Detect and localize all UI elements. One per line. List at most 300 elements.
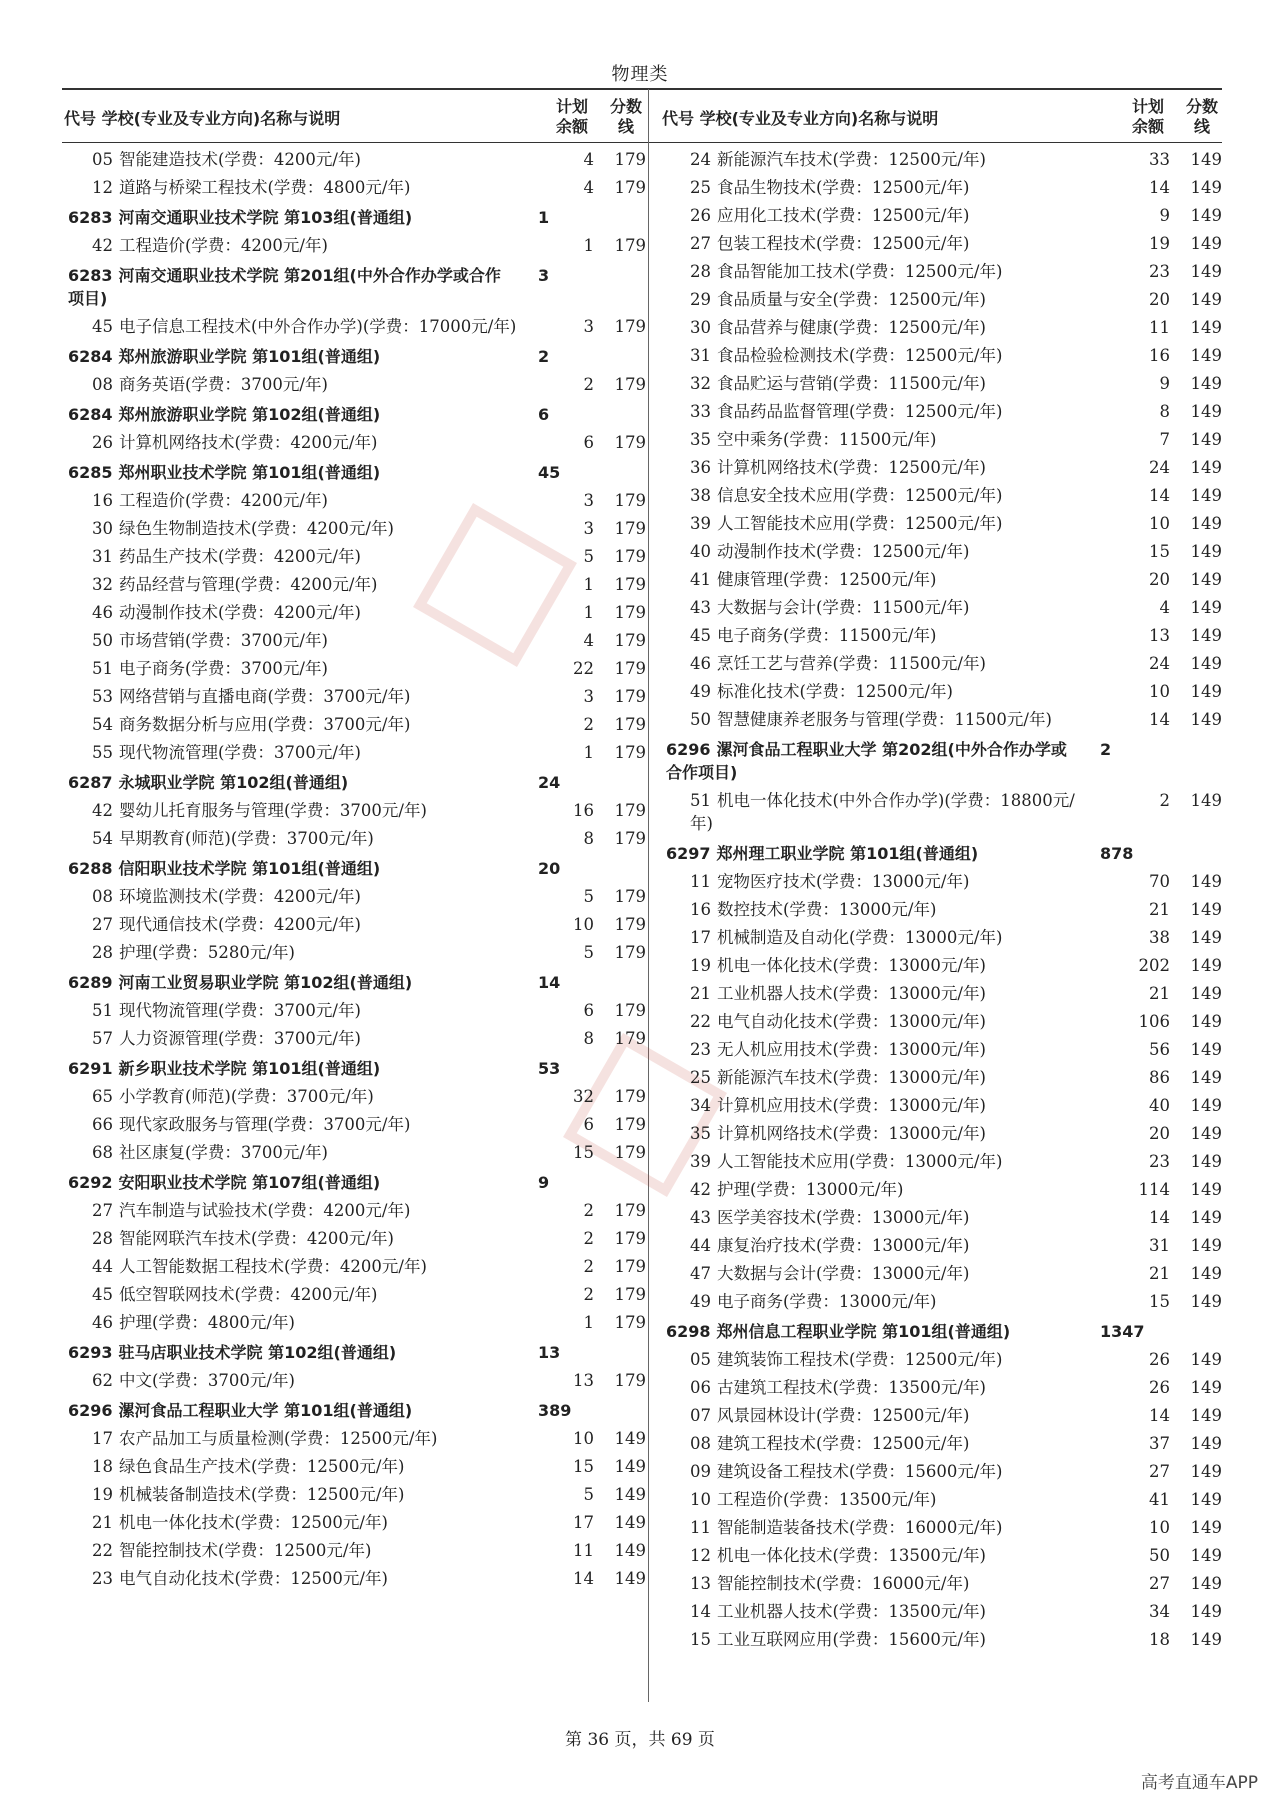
major-code: 14 xyxy=(690,1602,711,1621)
quota-value: 41 xyxy=(1149,1490,1170,1509)
score-value: 179 xyxy=(614,659,646,678)
major-row xyxy=(662,146,1222,174)
major-name xyxy=(92,545,538,568)
major-row xyxy=(662,286,1222,314)
major-row xyxy=(662,1542,1222,1570)
major-label: 电气自动化技术(学费：13000元/年) xyxy=(717,1012,986,1031)
major-name xyxy=(92,941,538,964)
school-group-label: 河南交通职业技术学院 第103组(普通组) xyxy=(118,208,413,227)
major-name xyxy=(690,1404,1100,1427)
quota-value: 4 xyxy=(583,150,594,169)
major-name xyxy=(92,1427,538,1450)
score-value: 149 xyxy=(1190,626,1222,645)
quota-value: 22 xyxy=(573,659,594,678)
score-value: 179 xyxy=(614,829,646,848)
major-row xyxy=(64,683,646,711)
major-code: 45 xyxy=(92,317,113,336)
major-row xyxy=(662,924,1222,952)
major-row xyxy=(64,174,646,202)
header-rule xyxy=(62,142,1222,143)
quota-value: 1 xyxy=(583,743,594,762)
score-value: 149 xyxy=(1190,1180,1222,1199)
major-label: 工业机器人技术(学费：13000元/年) xyxy=(717,984,986,1003)
score-value: 149 xyxy=(1190,791,1222,810)
major-name xyxy=(92,999,538,1022)
major-code: 08 xyxy=(92,887,113,906)
major-name xyxy=(690,1038,1100,1061)
major-label: 计算机网络技术(学费：12500元/年) xyxy=(717,458,986,477)
major-label: 人工智能数据工程技术(学费：4200元/年) xyxy=(119,1257,427,1276)
major-code: 27 xyxy=(92,915,113,934)
school-code: 6297 xyxy=(666,844,711,863)
quota-value: 34 xyxy=(1149,1602,1170,1621)
major-name xyxy=(92,741,538,764)
quota-value: 5 xyxy=(583,547,594,566)
major-label: 机电一体化技术(中外合作办学)(学费：18800元/年) xyxy=(690,791,1075,833)
page-title: 物理类 xyxy=(611,64,669,85)
major-code: 22 xyxy=(690,1012,711,1031)
major-label: 机械装备制造技术(学费：12500元/年) xyxy=(119,1485,405,1504)
major-label: 应用化工技术(学费：12500元/年) xyxy=(717,206,970,225)
page-footer: 第 36 页，共 69 页 xyxy=(565,1730,715,1750)
major-code: 54 xyxy=(92,715,113,734)
quota-value: 14 xyxy=(1149,178,1170,197)
score-value: 149 xyxy=(1190,178,1222,197)
major-label: 环境监测技术(学费：4200元/年) xyxy=(119,887,361,906)
quota-value: 70 xyxy=(1149,872,1170,891)
school-code: 6296 xyxy=(666,740,711,759)
major-row xyxy=(662,1402,1222,1430)
quota-value: 14 xyxy=(1149,486,1170,505)
quota-value: 2 xyxy=(538,347,550,366)
quota-value: 56 xyxy=(1149,1040,1170,1059)
quota-value: 2 xyxy=(583,715,594,734)
major-label: 动漫制作技术(学费：12500元/年) xyxy=(717,542,970,561)
score-value: 179 xyxy=(614,317,646,336)
major-row xyxy=(64,883,646,911)
major-code: 29 xyxy=(690,290,711,309)
major-label: 数控技术(学费：13000元/年) xyxy=(717,900,937,919)
group-name xyxy=(68,971,520,994)
score-value: 179 xyxy=(614,547,646,566)
major-name xyxy=(92,1539,538,1562)
major-label: 机电一体化技术(学费：12500元/年) xyxy=(119,1513,388,1532)
major-row xyxy=(662,1204,1222,1232)
major-code: 30 xyxy=(92,519,113,538)
major-label: 计算机应用技术(学费：13000元/年) xyxy=(717,1096,986,1115)
major-label: 护理(学费：5280元/年) xyxy=(119,943,295,962)
school-group-label: 驻马店职业技术学院 第102组(普通组) xyxy=(118,1343,397,1362)
quota-value: 45 xyxy=(538,463,561,482)
major-name xyxy=(92,1369,538,1392)
major-row xyxy=(64,1565,646,1593)
quota-value: 26 xyxy=(1149,1350,1170,1369)
quota-value: 9 xyxy=(538,1173,550,1192)
score-value: 149 xyxy=(614,1429,646,1448)
quota-value: 24 xyxy=(1149,458,1170,477)
score-value: 149 xyxy=(1190,234,1222,253)
score-value: 149 xyxy=(1190,654,1222,673)
major-code: 12 xyxy=(92,178,113,197)
major-name xyxy=(92,1227,538,1250)
major-code: 15 xyxy=(690,1630,711,1649)
major-code: 35 xyxy=(690,1124,711,1143)
quota-value: 114 xyxy=(1138,1180,1170,1199)
major-row xyxy=(662,370,1222,398)
major-label: 机械制造及自动化(学费：13000元/年) xyxy=(717,928,1003,947)
major-label: 新能源汽车技术(学费：12500元/年) xyxy=(717,150,986,169)
major-label: 智慧健康养老服务与管理(学费：11500元/年) xyxy=(717,710,1052,729)
score-value: 179 xyxy=(614,943,646,962)
score-value: 179 xyxy=(614,687,646,706)
school-code: 6293 xyxy=(68,1343,113,1362)
major-code: 23 xyxy=(690,1040,711,1059)
major-code: 31 xyxy=(92,547,113,566)
group-row xyxy=(64,399,646,429)
major-label: 智能制造装备技术(学费：16000元/年) xyxy=(717,1518,1003,1537)
quota-value: 14 xyxy=(1149,710,1170,729)
major-row xyxy=(64,655,646,683)
major-code: 47 xyxy=(690,1264,711,1283)
major-row xyxy=(64,1083,646,1111)
group-row xyxy=(64,457,646,487)
major-row xyxy=(64,711,646,739)
major-label: 医学美容技术(学费：13000元/年) xyxy=(717,1208,970,1227)
school-code: 6283 xyxy=(68,208,113,227)
quota-value: 2 xyxy=(1159,791,1170,810)
major-row xyxy=(64,146,646,174)
quota-value: 202 xyxy=(1138,956,1170,975)
major-label: 工程造价(学费：13500元/年) xyxy=(717,1490,937,1509)
group-name xyxy=(68,461,520,484)
major-label: 工程造价(学费：4200元/年) xyxy=(119,491,328,510)
quota-value: 26 xyxy=(1149,1378,1170,1397)
quota-value: 17 xyxy=(573,1513,594,1532)
score-value: 179 xyxy=(614,631,646,650)
major-label: 护理(学费：4800元/年) xyxy=(119,1313,295,1332)
major-code: 40 xyxy=(690,542,711,561)
major-code: 55 xyxy=(92,743,113,762)
score-value: 179 xyxy=(614,887,646,906)
score-value: 179 xyxy=(614,575,646,594)
major-label: 药品经营与管理(学费：4200元/年) xyxy=(119,575,378,594)
left-column xyxy=(64,146,646,1593)
major-name xyxy=(92,827,538,850)
group-name xyxy=(666,842,1078,865)
school-code: 6288 xyxy=(68,859,113,878)
major-name xyxy=(690,1516,1100,1539)
major-name xyxy=(690,1178,1100,1201)
major-name xyxy=(690,1066,1100,1089)
major-code: 36 xyxy=(690,458,711,477)
quota-value: 9 xyxy=(1159,206,1170,225)
major-name xyxy=(690,596,1100,619)
school-group-label: 永城职业学院 第102组(普通组) xyxy=(118,773,349,792)
header-name-label: 代号 学校(专业及专业方向)名称与说明 xyxy=(64,108,341,128)
major-code: 54 xyxy=(92,829,113,848)
major-label: 古建筑工程技术(学费：13500元/年) xyxy=(717,1378,986,1397)
major-name xyxy=(690,428,1100,451)
major-row xyxy=(662,202,1222,230)
major-name xyxy=(92,629,538,652)
score-value: 179 xyxy=(614,1087,646,1106)
major-label: 信息安全技术应用(学费：12500元/年) xyxy=(717,486,1003,505)
school-group-label: 郑州旅游职业学院 第101组(普通组) xyxy=(118,347,381,366)
major-code: 32 xyxy=(690,374,711,393)
major-label: 智能网联汽车技术(学费：4200元/年) xyxy=(119,1229,394,1248)
major-code: 51 xyxy=(92,659,113,678)
major-row xyxy=(662,1260,1222,1288)
score-value: 149 xyxy=(1190,542,1222,561)
major-code: 49 xyxy=(690,1292,711,1311)
major-row xyxy=(662,1430,1222,1458)
major-row xyxy=(662,454,1222,482)
quota-value: 389 xyxy=(538,1401,572,1420)
quota-value: 33 xyxy=(1149,150,1170,169)
major-label: 工业互联网应用(学费：15600元/年) xyxy=(717,1630,986,1649)
major-name xyxy=(690,288,1100,311)
quota-value: 13 xyxy=(538,1343,561,1362)
quota-value: 24 xyxy=(538,773,561,792)
major-row xyxy=(662,426,1222,454)
quota-value: 27 xyxy=(1149,1462,1170,1481)
major-row xyxy=(662,706,1222,734)
score-value: 149 xyxy=(1190,984,1222,1003)
school-group-label: 郑州职业技术学院 第101组(普通组) xyxy=(118,463,381,482)
major-label: 小学教育(师范)(学费：3700元/年) xyxy=(119,1087,374,1106)
quota-value: 15 xyxy=(1149,542,1170,561)
major-row xyxy=(662,594,1222,622)
quota-value: 18 xyxy=(1149,1630,1170,1649)
major-code: 27 xyxy=(690,234,711,253)
score-value: 149 xyxy=(1190,290,1222,309)
major-label: 食品检验检测技术(学费：12500元/年) xyxy=(717,346,1003,365)
major-row xyxy=(662,566,1222,594)
quota-value: 1347 xyxy=(1100,1322,1145,1341)
major-row xyxy=(64,1367,646,1395)
major-code: 57 xyxy=(92,1029,113,1048)
major-code: 43 xyxy=(690,1208,711,1227)
quota-value: 11 xyxy=(1149,318,1170,337)
score-value: 149 xyxy=(1190,430,1222,449)
major-name xyxy=(92,913,538,936)
quota-value: 6 xyxy=(583,1001,594,1020)
quota-value: 1 xyxy=(538,208,550,227)
major-label: 现代物流管理(学费：3700元/年) xyxy=(119,1001,361,1020)
major-label: 商务英语(学费：3700元/年) xyxy=(119,375,328,394)
score-value: 149 xyxy=(1190,346,1222,365)
group-row xyxy=(662,838,1222,868)
major-code: 21 xyxy=(690,984,711,1003)
right-column xyxy=(662,146,1222,1654)
major-code: 27 xyxy=(92,1201,113,1220)
major-name xyxy=(690,1234,1100,1257)
quota-value: 86 xyxy=(1149,1068,1170,1087)
group-row xyxy=(64,260,646,313)
quota-value: 10 xyxy=(1149,514,1170,533)
major-label: 工程造价(学费：4200元/年) xyxy=(119,236,328,255)
major-row xyxy=(662,1176,1222,1204)
major-code: 51 xyxy=(92,1001,113,1020)
quota-value: 6 xyxy=(583,433,594,452)
group-name xyxy=(68,1057,520,1080)
major-label: 电子商务(学费：11500元/年) xyxy=(717,626,937,645)
major-label: 无人机应用技术(学费：13000元/年) xyxy=(717,1040,986,1059)
quota-value: 10 xyxy=(573,915,594,934)
major-label: 食品贮运与营销(学费：11500元/年) xyxy=(717,374,986,393)
major-code: 19 xyxy=(92,1485,113,1504)
major-code: 65 xyxy=(92,1087,113,1106)
score-value: 179 xyxy=(614,915,646,934)
major-code: 32 xyxy=(92,575,113,594)
score-value: 179 xyxy=(614,1371,646,1390)
major-label: 康复治疗技术(学费：13000元/年) xyxy=(717,1236,970,1255)
major-name xyxy=(690,484,1100,507)
major-name xyxy=(690,624,1100,647)
quota-value: 15 xyxy=(573,1143,594,1162)
major-code: 25 xyxy=(690,178,711,197)
major-row xyxy=(662,174,1222,202)
score-value: 149 xyxy=(1190,374,1222,393)
quota-value: 15 xyxy=(573,1457,594,1476)
major-row xyxy=(662,510,1222,538)
major-label: 电子商务(学费：3700元/年) xyxy=(119,659,328,678)
major-code: 42 xyxy=(92,801,113,820)
quota-value: 14 xyxy=(1149,1406,1170,1425)
major-label: 建筑工程技术(学费：12500元/年) xyxy=(717,1434,970,1453)
group-name xyxy=(68,206,520,229)
major-row xyxy=(64,1537,646,1565)
quota-value: 3 xyxy=(583,317,594,336)
score-value: 179 xyxy=(614,1313,646,1332)
quota-value: 14 xyxy=(1149,1208,1170,1227)
score-value: 179 xyxy=(614,178,646,197)
major-row xyxy=(662,650,1222,678)
school-code: 6284 xyxy=(68,405,113,424)
major-label: 食品生物技术(学费：12500元/年) xyxy=(717,178,970,197)
major-name xyxy=(92,799,538,822)
quota-value: 2 xyxy=(583,1229,594,1248)
major-row xyxy=(662,622,1222,650)
score-value: 149 xyxy=(1190,1068,1222,1087)
quota-value: 31 xyxy=(1149,1236,1170,1255)
major-name xyxy=(690,1488,1100,1511)
major-name xyxy=(690,954,1100,977)
group-name xyxy=(68,345,520,368)
group-row xyxy=(662,734,1222,787)
major-row xyxy=(662,1374,1222,1402)
quota-value: 13 xyxy=(573,1371,594,1390)
major-code: 33 xyxy=(690,402,711,421)
major-name xyxy=(690,540,1100,563)
major-row xyxy=(64,371,646,399)
major-name xyxy=(92,517,538,540)
major-label: 食品质量与安全(学费：12500元/年) xyxy=(717,290,986,309)
major-row xyxy=(64,543,646,571)
major-code: 16 xyxy=(690,900,711,919)
major-label: 电气自动化技术(学费：12500元/年) xyxy=(119,1569,388,1588)
major-row xyxy=(64,1453,646,1481)
major-name xyxy=(92,234,538,257)
major-code: 06 xyxy=(690,1378,711,1397)
major-code: 44 xyxy=(92,1257,113,1276)
major-label: 机电一体化技术(学费：13000元/年) xyxy=(717,956,986,975)
major-label: 健康管理(学费：12500元/年) xyxy=(717,570,937,589)
major-label: 现代通信技术(学费：4200元/年) xyxy=(119,915,361,934)
group-row xyxy=(64,1053,646,1083)
score-value: 149 xyxy=(1190,1462,1222,1481)
major-name xyxy=(92,1113,538,1136)
score-value: 149 xyxy=(1190,1264,1222,1283)
quota-value: 16 xyxy=(1149,346,1170,365)
major-row xyxy=(64,515,646,543)
quota-value: 2 xyxy=(583,375,594,394)
quota-value: 4 xyxy=(583,178,594,197)
major-name xyxy=(690,344,1100,367)
quota-value: 1 xyxy=(583,603,594,622)
major-row xyxy=(662,1092,1222,1120)
score-value: 149 xyxy=(1190,150,1222,169)
group-name xyxy=(666,738,1078,784)
score-value: 179 xyxy=(614,1115,646,1134)
school-code: 6289 xyxy=(68,973,113,992)
major-code: 19 xyxy=(690,956,711,975)
major-row xyxy=(64,429,646,457)
major-name xyxy=(690,1460,1100,1483)
score-value: 149 xyxy=(614,1513,646,1532)
major-name xyxy=(92,1141,538,1164)
score-value: 149 xyxy=(1190,1292,1222,1311)
app-badge: 高考直通车APP xyxy=(1140,1773,1258,1793)
group-name xyxy=(68,1171,520,1194)
major-row xyxy=(64,1253,646,1281)
major-code: 39 xyxy=(690,1152,711,1171)
major-name xyxy=(690,652,1100,675)
major-code: 46 xyxy=(92,1313,113,1332)
quota-value: 3 xyxy=(583,519,594,538)
major-name xyxy=(690,926,1100,949)
major-code: 44 xyxy=(690,1236,711,1255)
score-value: 179 xyxy=(614,1201,646,1220)
group-name xyxy=(68,1399,520,1422)
quota-value: 1 xyxy=(583,575,594,594)
major-label: 食品智能加工技术(学费：12500元/年) xyxy=(717,262,1003,281)
quota-value: 15 xyxy=(1149,1292,1170,1311)
major-name xyxy=(92,573,538,596)
major-name xyxy=(92,713,538,736)
school-group-label: 郑州信息工程职业学院 第101组(普通组) xyxy=(716,1322,1011,1341)
major-label: 风景园林设计(学费：12500元/年) xyxy=(717,1406,970,1425)
quota-value: 21 xyxy=(1149,900,1170,919)
major-name xyxy=(690,1432,1100,1455)
quota-value: 2 xyxy=(1100,740,1112,759)
major-label: 人力资源管理(学费：3700元/年) xyxy=(119,1029,361,1048)
school-group-label: 漯河食品工程职业大学 第202组(中外合作办学或合作项目) xyxy=(666,740,1067,782)
major-label: 药品生产技术(学费：4200元/年) xyxy=(119,547,361,566)
group-name xyxy=(68,857,520,880)
major-label: 计算机网络技术(学费：4200元/年) xyxy=(119,433,378,452)
major-row xyxy=(662,980,1222,1008)
header-name-label: 代号 学校(专业及专业方向)名称与说明 xyxy=(662,108,939,128)
quota-value: 106 xyxy=(1138,1012,1170,1031)
quota-value: 40 xyxy=(1149,1096,1170,1115)
quota-value: 6 xyxy=(538,405,550,424)
quota-value: 2 xyxy=(583,1285,594,1304)
major-label: 新能源汽车技术(学费：13000元/年) xyxy=(717,1068,986,1087)
major-name xyxy=(690,680,1100,703)
major-label: 人工智能技术应用(学费：13000元/年) xyxy=(717,1152,1003,1171)
score-value: 179 xyxy=(614,1143,646,1162)
